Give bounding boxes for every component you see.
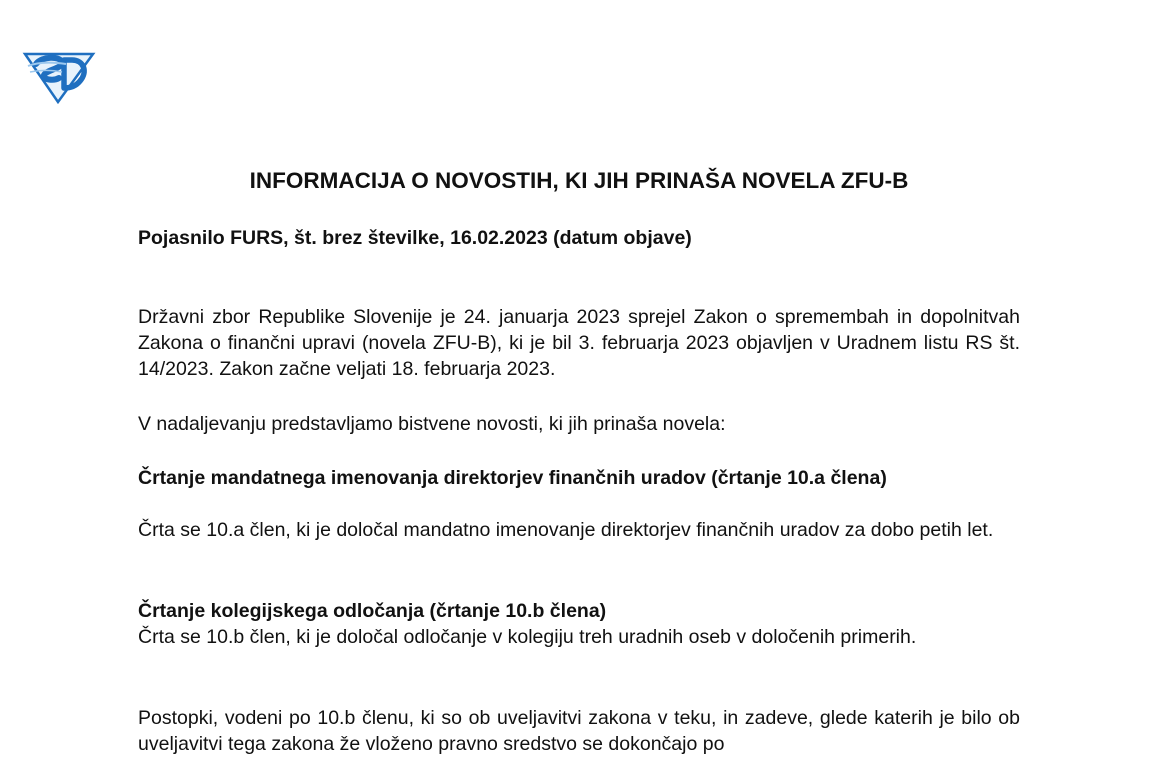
lead-paragraph: V nadaljevanju predstavljamo bistvene novosti, ki jih prinaša novela: [138,413,726,435]
section-text: Črta se 10.a člen, ki je določal mandatno imenovanje direktorjev finančnih uradov za dobo petih let. [138,519,994,541]
document-title: INFORMACIJA O NOVOSTIH, KI JIH PRINAŠA NOVELA ZFU-B [249,168,909,193]
section-heading: Črtanje kolegijskega odločanja (črtanje 10.b člena) [138,600,607,622]
section-heading: Črtanje mandatnega imenovanja direktorjev finančnih uradov (črtanje 10.a člena) [138,467,887,489]
trailing-paragraph: Postopki, vodeni po 10.b členu, ki so ob uveljavitvi zakona v teku, in zadeve, glede katerih je bilo ob uveljavitvi tega zakona že vloženo pravno sredstvo se dokončajo po [138,707,1020,755]
document-subtitle: Pojasnilo FURS, št. brez številke, 16.02.2023 (datum objave) [138,227,692,249]
fd-logo-icon [22,48,96,104]
section-text: Črta se 10.b člen, ki je določal odločanje v kolegiju treh uradnih oseb v določenih primerih. [138,626,917,648]
intro-paragraph: Državni zbor Republike Slovenije je 24. januarja 2023 sprejel Zakon o spremembah in dopolnitvah Zakona o finančni upravi (novela ZFU-B), ki je bil 3. februarja 2023 objavljen v Uradnem listu RS št. 14/2023. Zakon začne veljati 18. februarja 2023. [138,306,1020,380]
